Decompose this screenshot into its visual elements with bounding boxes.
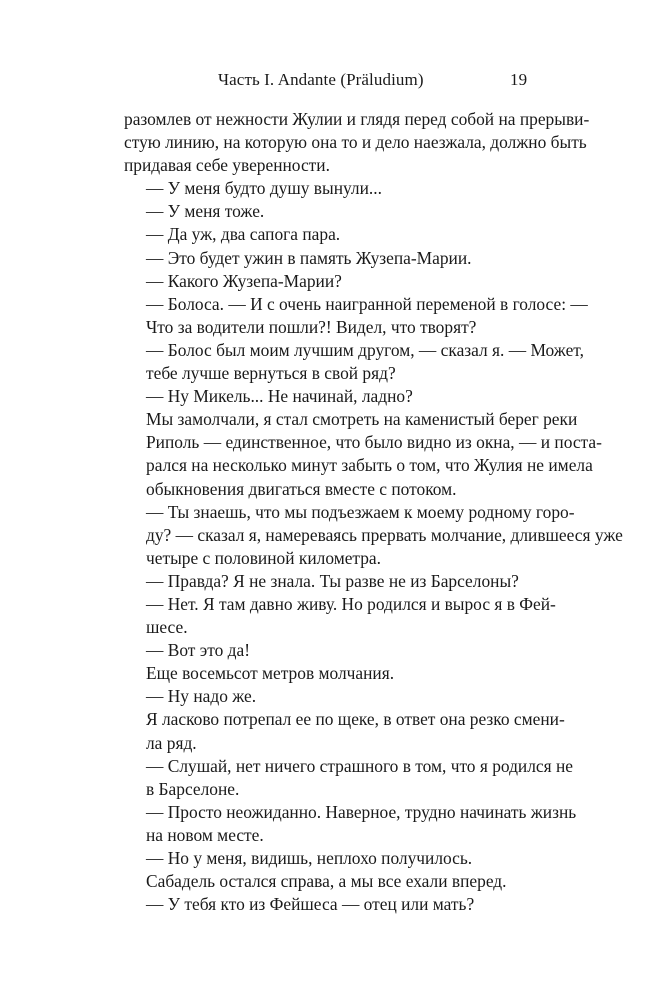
paragraph [124, 847, 544, 870]
page-number: 19 [510, 70, 528, 89]
text-line: — Вот это да! [146, 640, 250, 661]
paragraph [124, 339, 584, 385]
paragraph [124, 385, 544, 408]
text-line: шесе. [146, 617, 188, 638]
text-line: стую линию, на которую она то и дело наезжала, должно быть [124, 132, 587, 153]
paragraph [124, 893, 544, 916]
paragraph [124, 662, 544, 685]
text-line: — Ты знаешь, что мы подъезжаем к моему родному горо- [146, 501, 575, 522]
paragraph [124, 247, 544, 270]
text-line: — Какого Жузепа-Марии? [146, 270, 342, 291]
text-line: — У меня тоже. [146, 201, 265, 222]
text-line: Риполь — единственное, что было видно из окна, — и поста- [146, 432, 602, 453]
text-line: — Болоса. — И с очень наигранной переменой в голосе: — [146, 293, 588, 314]
text-line: — Просто неожиданно. Наверное, трудно начинать жизнь [146, 801, 577, 822]
paragraph [124, 223, 544, 246]
text-line: — Нет. Я там давно живу. Но родился и вырос я в Фей- [146, 593, 556, 614]
text-line: — Ну надо же. [146, 686, 257, 707]
paragraph [124, 870, 544, 893]
text-line: — Слушай, нет ничего страшного в том, что я родился не [146, 755, 574, 776]
paragraph [124, 177, 544, 200]
text-line: — Болос был моим лучшим другом, — сказал я. — Может, [146, 339, 584, 360]
text-line: Сабадель остался справа, а мы все ехали вперед. [146, 871, 507, 892]
text-line: Что за водители пошли?! Видел, что творят? [146, 316, 477, 337]
text-line: Еще восемьсот метров молчания. [146, 663, 395, 684]
text-line: — Да уж, два сапога пара. [146, 224, 341, 245]
text-line: тебе лучше вернуться в свой ряд? [146, 363, 396, 384]
text-line: придавая себе уверенности. [124, 155, 330, 176]
text-line: рался на несколько минут забыть о том, что Жулия не имела [146, 455, 593, 476]
paragraph [124, 801, 577, 847]
text-line: разомлев от нежности Жулии и глядя перед собой на прерыви- [124, 109, 590, 129]
text-line: ла ряд. [146, 732, 197, 753]
text-line: обыкновения двигаться вместе с потоком. [146, 478, 457, 499]
paragraph [124, 708, 565, 754]
text-line: — У меня будто душу вынули... [146, 178, 382, 199]
paragraph [124, 593, 556, 639]
paragraph [124, 501, 623, 570]
text-line: четыре с половиной километра. [146, 547, 381, 568]
paragraph [124, 639, 544, 662]
paragraph [124, 293, 588, 339]
text-line: — У тебя кто из Фейшеса — отец или мать? [146, 894, 475, 915]
text-line: на новом месте. [146, 824, 264, 845]
text-line: ду? — сказал я, намереваясь прервать молчание, длившееся уже [146, 524, 623, 545]
text-line: — Но у меня, видишь, неплохо получилось. [146, 848, 473, 868]
running-title: Часть I. Andante (Präludium) [218, 70, 424, 89]
paragraph [124, 108, 590, 177]
body-text [124, 108, 623, 916]
paragraph [124, 270, 544, 293]
paragraph [124, 685, 544, 708]
text-line: Мы замолчали, я стал смотреть на каменистый берег реки [146, 409, 578, 430]
text-line: — Правда? Я не знала. Ты разве не из Барселоны? [146, 570, 519, 591]
text-line: в Барселоне. [146, 778, 240, 799]
paragraph [124, 200, 544, 223]
text-line: — Ну Микель... Не начинай, ладно? [146, 386, 413, 407]
text-line: Я ласково потрепал ее по щеке, в ответ она резко смени- [146, 709, 565, 730]
text-line: — Это будет ужин в память Жузепа-Марии. [146, 247, 472, 268]
paragraph [124, 570, 544, 593]
paragraph [124, 408, 602, 500]
paragraph [124, 755, 574, 801]
